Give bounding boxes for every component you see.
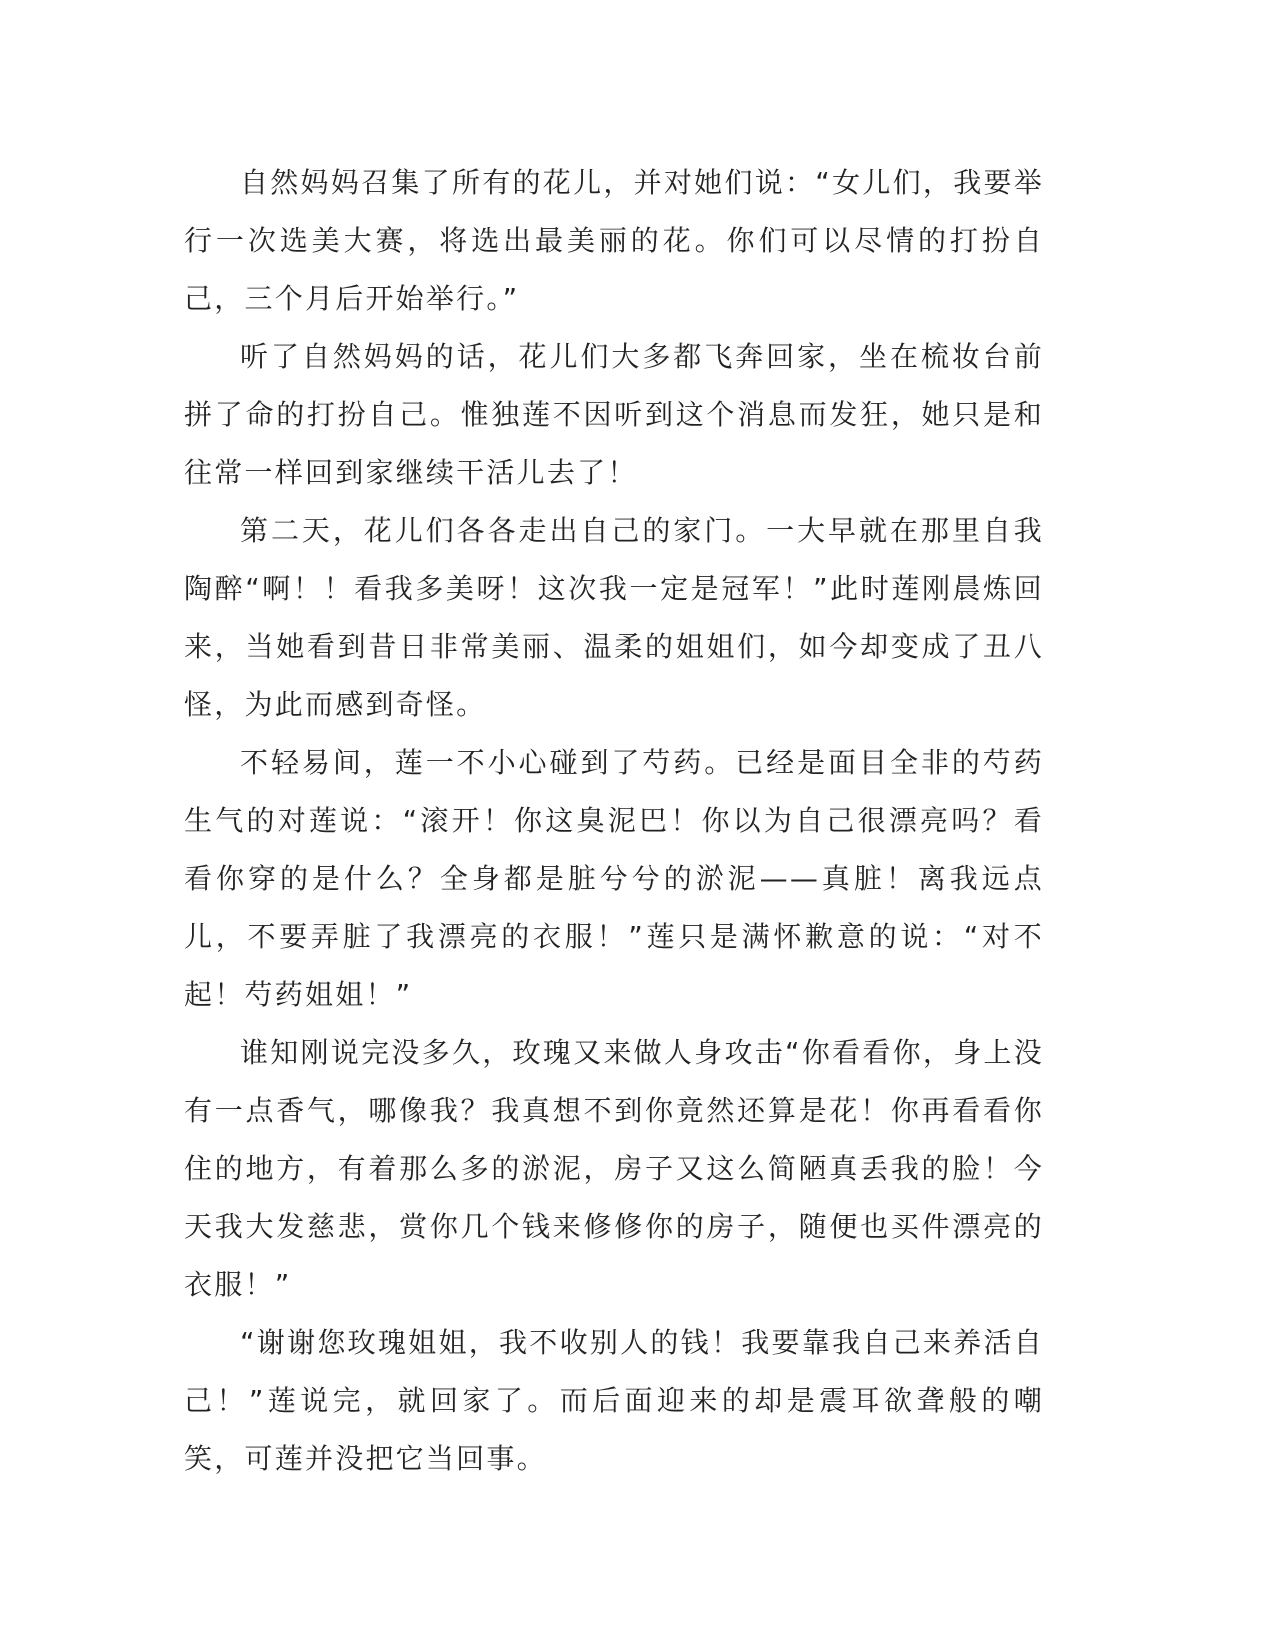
paragraph: 不轻易间，莲一不小心碰到了芍药。已经是面目全非的芍药生气的对莲说：“滚开！你这臭泥巴！你以为自己很漂亮吗？看看你穿的是什么？全身都是脏兮兮的淤泥——真脏！离我远点儿，不要弄脏了我漂亮的衣服！”莲只是满怀歉意的说：“对不起！芍药姐姐！” [184, 746, 1044, 1011]
paragraph: 自然妈妈召集了所有的花儿，并对她们说：“女儿们，我要举行一次选美大赛，将选出最美丽的花。你们可以尽情的打扮自己，三个月后开始举行。” [184, 166, 1044, 315]
paragraph: 谁知刚说完没多久，玫瑰又来做人身攻击“你看看你，身上没有一点香气，哪像我？我真想不到你竟然还算是花！你再看看你住的地方，有着那么多的淤泥，房子又这么简陋真丢我的脸！今天我大发慈悲，赏你几个钱来修修你的房子，随便也买件漂亮的衣服！” [184, 1036, 1044, 1301]
paragraph: 听了自然妈妈的话，花儿们大多都飞奔回家，坐在梳妆台前拼了命的打扮自己。惟独莲不因听到这个消息而发狂，她只是和往常一样回到家继续干活儿去了！ [184, 340, 1044, 489]
paragraph: “谢谢您玫瑰姐姐，我不收别人的钱！我要靠我自己来养活自己！”莲说完，就回家了。而后面迎来的却是震耳欲聋般的嘲笑，可莲并没把它当回事。 [184, 1326, 1044, 1475]
document-body [184, 154, 1044, 1488]
paragraph: 第二天，花儿们各各走出自己的家门。一大早就在那里自我陶醉“啊！！看我多美呀！这次我一定是冠军！”此时莲刚晨炼回来，当她看到昔日非常美丽、温柔的姐姐们，如今却变成了丑八怪，为此而感到奇怪。 [184, 514, 1044, 721]
